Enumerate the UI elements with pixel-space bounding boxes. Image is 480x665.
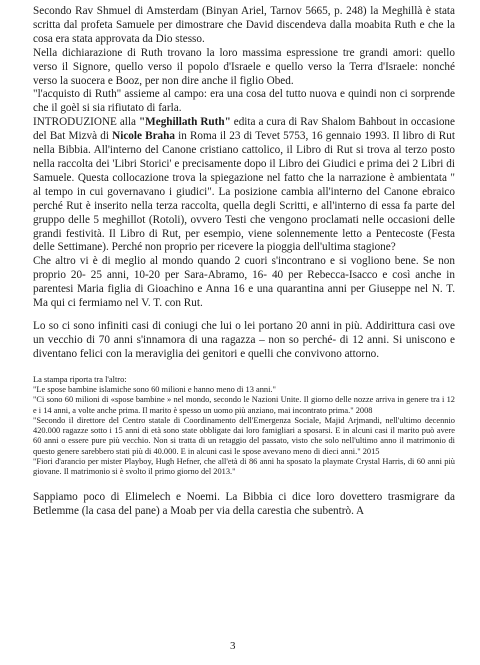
paragraph-gap [33, 311, 455, 320]
paragraph-two-hearts: Che altro vi è di meglio al mondo quando 2 cuori s'incontrano e si vogliono bene. Se non proprio 20- 25 anni, 10-20 per Sara-Abramo, 16- 40 per Rebecca-Isacco e così anche in parentesi Maria figlia di Gioachino e Anna 16 e una quarantina anni per Giuseppe nel N. T. Ma qui ci fermiamo nel V. T. con Rut. [33, 255, 455, 310]
paragraph-three-loves: Nella dichiarazione di Ruth trovano la loro massima espressione tre grandi amori: quello verso il Signore, quello verso il popolo d'Israele e quello verso la Terra d'Israele: nonché verso la suocera e Booz, per non dire anche il figlio Obed. [33, 46, 455, 87]
page-number: 3 [230, 640, 236, 652]
intro-edited-text: edita a cura di Rav Shalom Bahbout in occasione del Bat Mizvà di [33, 116, 455, 143]
paragraph-introduzione [33, 116, 455, 255]
paragraph-gap [33, 478, 455, 491]
press-quote-spose-islamiche: "Le spose bambine islamiche sono 60 milioni e hanno meno di 13 anni." [33, 384, 276, 394]
paragraph-rav-shmuel: Secondo Rav Shmuel di Amsterdam (Binyan Ariel, Tarnov 5665, p. 248) la Meghillà è stata scritta dal profeta Samuele per dimostrare che David discendeva dalla moabita Ruth e che la cosa era stata approvata da Dio stesso. [33, 5, 455, 45]
meghillath-title: "Meghillath Ruth" [138, 116, 231, 129]
intro-lead-text: INTRODUZIONE alla [33, 116, 139, 129]
intro-body-text: in Roma il 23 di Tevet 5753, 16 gennaio 1993. Il libro di Rut nella Bibbia. All'interno del Canone cristiano cattolico, il Libro di Rut si trova al terzo posto nella raccolta dei 'Libri Storici' e precisamente dopo il Libro dei Giudici e prima dei 2 Libri di Samuele. Questa collocazione trova la spiegazione nel fatto che la narrazione è ambientata " al tempo in cui governavano i giudici". La posizione cambia all'interno del Canone ebraico perché Rut è inserito nella terza raccolta, quella degli Scritti, e all'interno di essa fa parte del gruppo delle 5 meghillot (Rotoli), ovvero Testi che vengono proclamati nelle occasioni delle grandi festività. Il Libro di Rut, per esempio, viene solennemente letto a Pentecoste (Festa delle Settimane). Perché non proprio per ricevere la pioggia dell'ultima stagione? [33, 130, 455, 254]
paragraph-acquisto-di-ruth: "l'acquisto di Ruth" assieme al campo: era una cosa del tutto nuova e quindi non ci sorprende che il goèl si sia rifiutato di farla. [33, 88, 455, 115]
press-quote-arjmandi: "Secondo il direttore del Centro statale di Coordinamento dell'Emergenza Sociale, Majid Arjmandi, nell'ultimo decennio 420.000 ragazze sotto i 15 anni di età sono state obbligate dai loro famigliari a sposarsi. E in alcuni casi il marito può avere 60 anni o essere pure più vecchio. Non si tratta di un retaggio del passato, visto che solo nell'ultimo anno il matrimonio di questo genere sarebbero stati più di 40.000. E in alcuni casi le spose avevano meno di dieci anni." 2015 [33, 415, 455, 456]
press-heading: La stampa riporta tra l'altro: [33, 374, 127, 384]
paragraph-age-difference: Lo so ci sono infiniti casi di coniugi che lui o lei portano 20 anni in più. Addirittura casi ove un vecchio di 70 anni s'innamora di una ragazza – non so perché- di 12 anni. Si uniscono e diventano felici con la meraviglia dei genitori e quelli che convivono attorno. [33, 319, 455, 360]
press-quote-hefner: "Fiori d'arancio per mister Playboy, Hugh Hefner, che all'età di 86 anni ha sposato la playmate Crystal Harris, di 60 anni più giovane. Il matrimonio si è svolto il primo giorno del 2013." [33, 457, 455, 477]
paragraph-elimelech-noemi: Sappiamo poco di Elimelech e Noemi. La Bibbia ci dice loro dovettero trasmigrare da Betlemme (la casa del pane) a Moab per via della carestia che subentrò. A [33, 490, 455, 517]
paragraph-gap [33, 362, 455, 375]
bat-mizva-name: Nicole Braha [112, 130, 175, 143]
press-quote-nazioni-unite: "Ci sono 60 milioni di «spose bambine » nel mondo, secondo le Nazioni Unite. Il giorno delle nozze arriva in genere tra i 12 e i 14 anni, a volte anche prima. Il marito è spesso un uomo più anziano, mai incontrato prima." 2008 [33, 395, 455, 415]
